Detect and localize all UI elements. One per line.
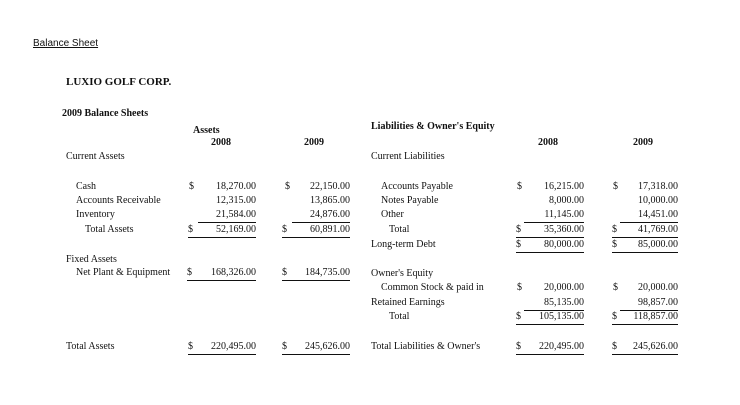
value-2009: 22,150.00: [310, 181, 350, 192]
dollar-sign: $: [517, 282, 522, 293]
total-assets-label: Total Assets: [66, 341, 115, 352]
dollar-sign: $: [612, 224, 617, 235]
grand-total-2009-cell: [282, 341, 350, 355]
assets-year-2008: 2008: [211, 137, 231, 148]
value-2009: 24,876.00: [292, 209, 350, 223]
row-label: Total: [389, 224, 410, 235]
dollar-sign: $: [285, 181, 290, 192]
value-2009: 98,857.00: [620, 297, 678, 311]
value-2008: 52,169.00: [216, 224, 256, 235]
row-label: Cash: [76, 181, 96, 192]
value-2009: 118,857.00: [633, 311, 678, 322]
dollar-sign: $: [282, 224, 287, 235]
row-label: Accounts Receivable: [76, 195, 161, 206]
total-2009-cell: [282, 224, 350, 238]
row-label: Common Stock & paid in: [381, 282, 484, 293]
row-label: Total Assets: [85, 224, 134, 235]
liab-grand-total-2009-cell: [612, 341, 678, 355]
dollar-sign: $: [188, 224, 193, 235]
current-assets-label: Current Assets: [66, 151, 125, 162]
total-liabilities-label: Total Liabilities & Owner's: [371, 341, 481, 352]
liabilities-year-2009: 2009: [633, 137, 653, 148]
value-2009: 60,891.00: [310, 224, 350, 235]
value-2009: 41,769.00: [638, 224, 678, 235]
value-2008: 85,135.00: [524, 297, 584, 311]
row-label: Net Plant & Equipment: [76, 267, 171, 278]
dollar-sign: $: [613, 282, 618, 293]
dollar-sign: $: [187, 267, 192, 278]
dollar-sign: $: [189, 181, 194, 192]
liabilities-year-2008: 2008: [538, 137, 558, 148]
fixed-assets-label: Fixed Assets: [66, 254, 117, 265]
value-2009: 20,000.00: [638, 282, 678, 293]
row-label: Other: [381, 209, 404, 220]
value-2008: 35,360.00: [544, 224, 584, 235]
row-label: Long-term Debt: [371, 239, 436, 250]
dollar-sign: $: [516, 239, 521, 250]
dollar-sign: $: [282, 341, 287, 352]
dollar-sign: $: [517, 181, 522, 192]
assets-year-2009: 2009: [304, 137, 324, 148]
dollar-sign: $: [612, 341, 617, 352]
value-2008: 80,000.00: [544, 239, 584, 250]
value-2009: 14,451.00: [620, 209, 678, 223]
value-2008: 18,270.00: [216, 181, 256, 192]
dollar-sign: $: [516, 341, 521, 352]
report-subtitle: 2009 Balance Sheets: [62, 108, 149, 119]
value-2009: 17,318.00: [638, 181, 678, 192]
assets-heading: Assets: [193, 125, 220, 136]
liabilities-heading: Liabilities & Owner's Equity: [371, 121, 495, 132]
row-label: Notes Payable: [381, 195, 439, 206]
row-label: Inventory: [76, 209, 115, 220]
value-2008: 11,145.00: [524, 209, 584, 223]
value-2009: 13,865.00: [310, 195, 350, 206]
net-plant-2009-cell: [282, 267, 350, 281]
equity-total-2009-cell: [612, 311, 678, 325]
value-2008: 12,315.00: [216, 195, 256, 206]
value-2009: 85,000.00: [638, 239, 678, 250]
value-2009: 184,735.00: [305, 267, 350, 278]
equity-total-2008-cell: [516, 311, 584, 325]
dollar-sign: $: [516, 224, 521, 235]
value-2008: 105,135.00: [539, 311, 584, 322]
grand-total-2008-cell: [188, 341, 256, 355]
liab-total-2008-cell: [516, 224, 584, 238]
dollar-sign: $: [516, 311, 521, 322]
dollar-sign: $: [613, 181, 618, 192]
liab-total-2009-cell: [612, 224, 678, 238]
net-plant-2008-cell: [187, 267, 256, 281]
company-name: LUXIO GOLF CORP.: [66, 76, 172, 88]
value-2009: 245,626.00: [633, 341, 678, 352]
total-2008-cell: [188, 224, 256, 238]
dollar-sign: $: [612, 311, 617, 322]
value-2008: 168,326.00: [211, 267, 256, 278]
value-2008: 20,000.00: [544, 282, 584, 293]
value-2008: 16,215.00: [544, 181, 584, 192]
row-label: Accounts Payable: [381, 181, 453, 192]
row-label: Retained Earnings: [371, 297, 445, 308]
liab-grand-total-2008-cell: [516, 341, 584, 355]
long-term-debt-2008-cell: [516, 239, 584, 253]
dollar-sign: $: [612, 239, 617, 250]
dollar-sign: $: [188, 341, 193, 352]
value-2009: 10,000.00: [638, 195, 678, 206]
value-2009: 245,626.00: [305, 341, 350, 352]
value-2008: 220,495.00: [539, 341, 584, 352]
dollar-sign: $: [282, 267, 287, 278]
row-label: Total: [389, 311, 410, 322]
value-2008: 220,495.00: [211, 341, 256, 352]
value-2008: 8,000.00: [549, 195, 584, 206]
current-liabilities-label: Current Liabilities: [371, 151, 445, 162]
owners-equity-label: Owner's Equity: [371, 268, 434, 279]
balance-sheet-link[interactable]: Balance Sheet: [33, 38, 99, 49]
long-term-debt-2009-cell: [612, 239, 678, 253]
value-2008: 21,584.00: [198, 209, 256, 223]
